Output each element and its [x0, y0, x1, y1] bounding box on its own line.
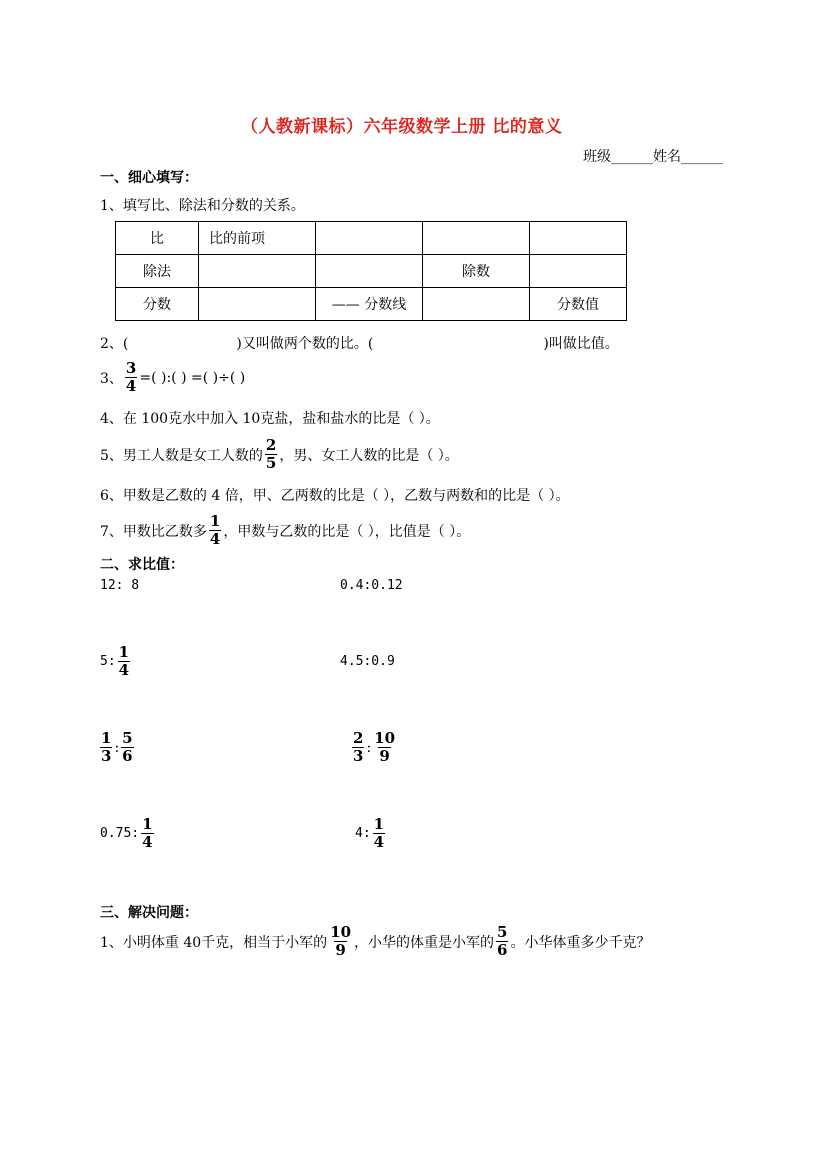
table-cell	[199, 288, 316, 321]
table-cell	[199, 255, 316, 288]
table-cell	[423, 288, 530, 321]
fraction: $\frac{1}{4}$	[142, 815, 153, 851]
fraction: $\frac{5}{6}$	[497, 923, 508, 959]
table-cell: 除数	[423, 255, 530, 288]
table-row	[116, 255, 627, 288]
q3-rest: =( ):( ) =( )÷( )	[139, 369, 246, 386]
q2-part-b: )又叫做两个数的比。(	[236, 336, 374, 352]
q5-part-b: ，男、女工人数的比是（ ）。	[279, 447, 459, 464]
table-cell: 比	[116, 222, 199, 255]
table-cell: 分数	[116, 288, 199, 321]
table-cell	[423, 222, 530, 255]
problem-12-8: 12: 8	[100, 578, 140, 593]
table-cell: 除法	[116, 255, 199, 288]
q5-part-a: 5、男工人数是女工人数的	[100, 447, 263, 464]
table-cell	[530, 255, 627, 288]
fraction: $\frac{2}{5}$	[265, 436, 277, 472]
fraction: $\frac{10}{9}$	[374, 729, 396, 765]
problem-4-quarter: 4: $\frac{1}{4}$	[355, 815, 385, 851]
question-6: 6、甲数是乙数的 4 倍，甲、乙两数的比是（ ），乙数与两数和的比是（ ）。	[100, 488, 570, 504]
problem-0.75-quarter: 0.75: $\frac{1}{4}$	[100, 815, 153, 851]
word-problem-1: 1、小明体重 40千克，相当于小军的 $\frac{10}{9}$ ，小华的体重是小军的 $\frac{5}{6}$ 。小华体重多少千克？	[100, 923, 651, 959]
q2-part-a: 2、(	[100, 336, 129, 352]
q2-part-c: )叫做比值。	[543, 336, 619, 352]
page-title: （人教新课标）六年级数学上册 比的意义	[241, 117, 563, 137]
fraction: $\frac{1}{3}$	[101, 729, 112, 765]
table-row	[116, 288, 627, 321]
q7-part-b: ，甲数与乙数的比是（ ），比值是（ ）。	[223, 523, 471, 540]
section3-heading: 三、解决问题：	[100, 905, 198, 921]
fraction: $\frac{10}{9}$	[330, 923, 352, 959]
table-cell: 分数值	[530, 288, 627, 321]
problem-5-quarter: 5: $\frac{1}{4}$	[100, 643, 130, 679]
relation-table	[115, 221, 627, 321]
fraction: $\frac{2}{3}$	[353, 729, 364, 765]
table-cell	[530, 222, 627, 255]
fraction: $\frac{1}{4}$	[373, 815, 385, 851]
table-cell: —— 分数线	[316, 288, 423, 321]
table-row	[116, 222, 627, 255]
question-7	[100, 513, 470, 548]
question-3	[100, 360, 245, 395]
fraction: $\frac{3}{4}$	[125, 359, 137, 395]
class-name-line: 班级______姓名______	[583, 149, 723, 165]
problem-4.5-0.9: 4.5:0.9	[340, 654, 395, 669]
fraction: $\frac{5}{6}$	[122, 729, 133, 765]
fraction: $\frac{1}{4}$	[118, 643, 130, 679]
fraction: $\frac{1}{4}$	[209, 512, 221, 548]
question-5	[100, 437, 459, 472]
section2-heading: 二、求比值：	[100, 557, 184, 573]
question-1: 1、填写比、除法和分数的关系。	[100, 198, 305, 214]
problem-third-fivesixths: $\frac{1}{3}$ : $\frac{5}{6}$	[101, 729, 133, 765]
problem-twothirds-tenninths: $\frac{2}{3}$ : $\frac{10}{9}$	[353, 729, 396, 765]
question-4: 4、在 100克水中加入 10克盐，盐和盐水的比是（ ）。	[100, 411, 440, 427]
table-cell: 比的前项	[199, 222, 316, 255]
problem-0.4-0.12: 0.4:0.12	[340, 578, 403, 593]
q3-prefix: 3、	[100, 370, 123, 387]
section1-heading: 一、细心填写：	[100, 170, 198, 186]
table-cell	[316, 222, 423, 255]
question-2	[100, 333, 619, 353]
q7-part-a: 7、甲数比乙数多	[100, 523, 207, 540]
table-cell	[316, 255, 423, 288]
